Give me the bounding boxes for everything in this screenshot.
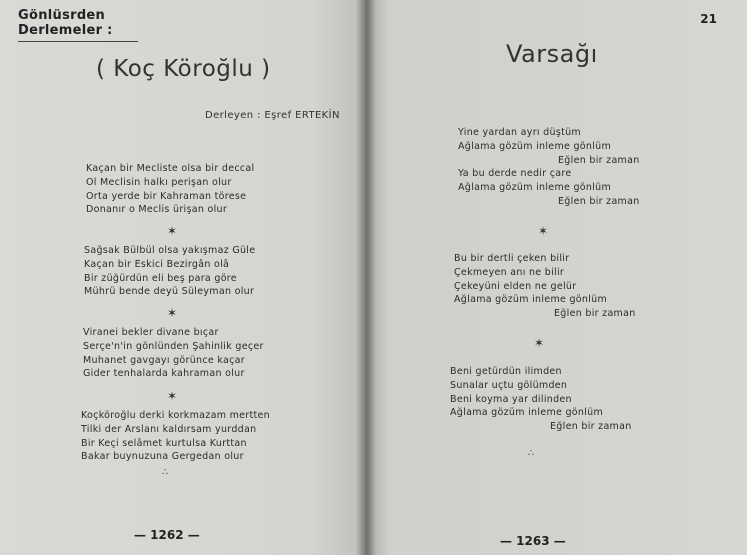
poem-title-left: ( Koç Köroğlu ) [96,56,271,82]
verse-line: Kaçan bir Mecliste olsa bir deccal [86,163,255,174]
verse-line: Gider tenhalarda kahraman olur [83,368,245,380]
verse-line: Muhanet gavgayı görünce kaçar [83,354,245,366]
verse-line: Bir Keçi selâmet kurtulsa Kurttan [81,437,247,449]
verse-line: Viranei bekler divane bıçar [83,327,219,338]
verse-line: Bir züğürdün eli beş para göre [84,272,237,284]
verse-line: Bu bir dertli çeken bilir [454,253,570,264]
end-ornament: ∴ [162,467,170,478]
verse-line: Çekmeyen anı ne bilir [454,266,565,278]
verse-line: Beni koyma yar dilinden [450,393,572,405]
stanza-separator-star: ✶ [167,306,178,320]
refrain-line: Eğlen bir zaman [554,308,636,320]
book-gutter [356,0,376,555]
page-number-top: 21 [700,12,717,26]
verse-line: Ağlama gözüm inleme gönlüm [454,294,608,306]
verse-line: Çekeyüni elden ne gelür [454,280,577,292]
stanza-2 [84,244,255,299]
stanza-separator-star: ✶ [538,224,549,238]
stanza-3 [83,326,264,381]
author-credit: Derleyen : Eşref ERTEKİN [205,110,340,121]
stanza-2 [454,252,636,321]
stanza-3 [450,365,632,434]
verse-line: Ağlama gözüm inleme gönlüm [458,140,612,152]
verse-line: Orta yerde bir Kahraman törese [86,190,247,202]
left-page [0,0,366,555]
stanza-separator-star: ✶ [167,224,178,238]
end-ornament: ∴ [528,448,536,459]
stanza-1 [458,126,640,209]
verse-line: Yine yardan ayrı düştüm [458,127,581,138]
verse-line: Sağsak Bülbül olsa yakışmaz Güle [84,245,256,256]
stanza-separator-star: ✶ [167,389,178,403]
verse-line: Ağlama gözüm inleme gönlüm [450,407,604,419]
verse-line: Kaçan bir Eskici Bezirgân olâ [84,258,230,270]
verse-line: Mührü bende deyü Süleyman olur [84,286,255,298]
verse-line: Beni getürdün ilimden [450,366,562,377]
page-number-right: — 1263 — [500,534,566,548]
verse-line: Tilki der Arslanı kaldırsam yurddan [81,423,257,435]
verse-line: Serçe'n'in gönlünden Şahinlik geçer [83,340,264,352]
page-number-left: — 1262 — [134,528,200,542]
poem-title-right: Varsağı [506,40,598,68]
refrain-line: Eğlen bir zaman [550,421,632,433]
right-page [366,0,747,555]
verse-line: Sunalar uçtu gölümden [450,379,568,391]
verse-line: Ya bu derde nedir çare [458,168,572,180]
running-head: Gönlüsrden Derlemeler : [18,8,138,42]
verse-line: Donanır o Meclis ürişan olur [86,204,228,216]
verse-line: Ağlama gözüm inleme gönlüm [458,182,612,194]
stanza-1 [86,162,254,217]
refrain-line: Eğlen bir zaman [558,195,640,207]
stanza-4 [81,409,270,464]
verse-line: Koçköroğlu derki korkmazam mertten [81,410,270,421]
refrain-line: Eğlen bir zaman [558,154,640,166]
verse-line: Ol Meclisin halkı perişan olur [86,176,232,188]
stanza-separator-star: ✶ [534,336,545,350]
verse-line: Bakar buynuzuna Gergedan olur [81,451,244,463]
